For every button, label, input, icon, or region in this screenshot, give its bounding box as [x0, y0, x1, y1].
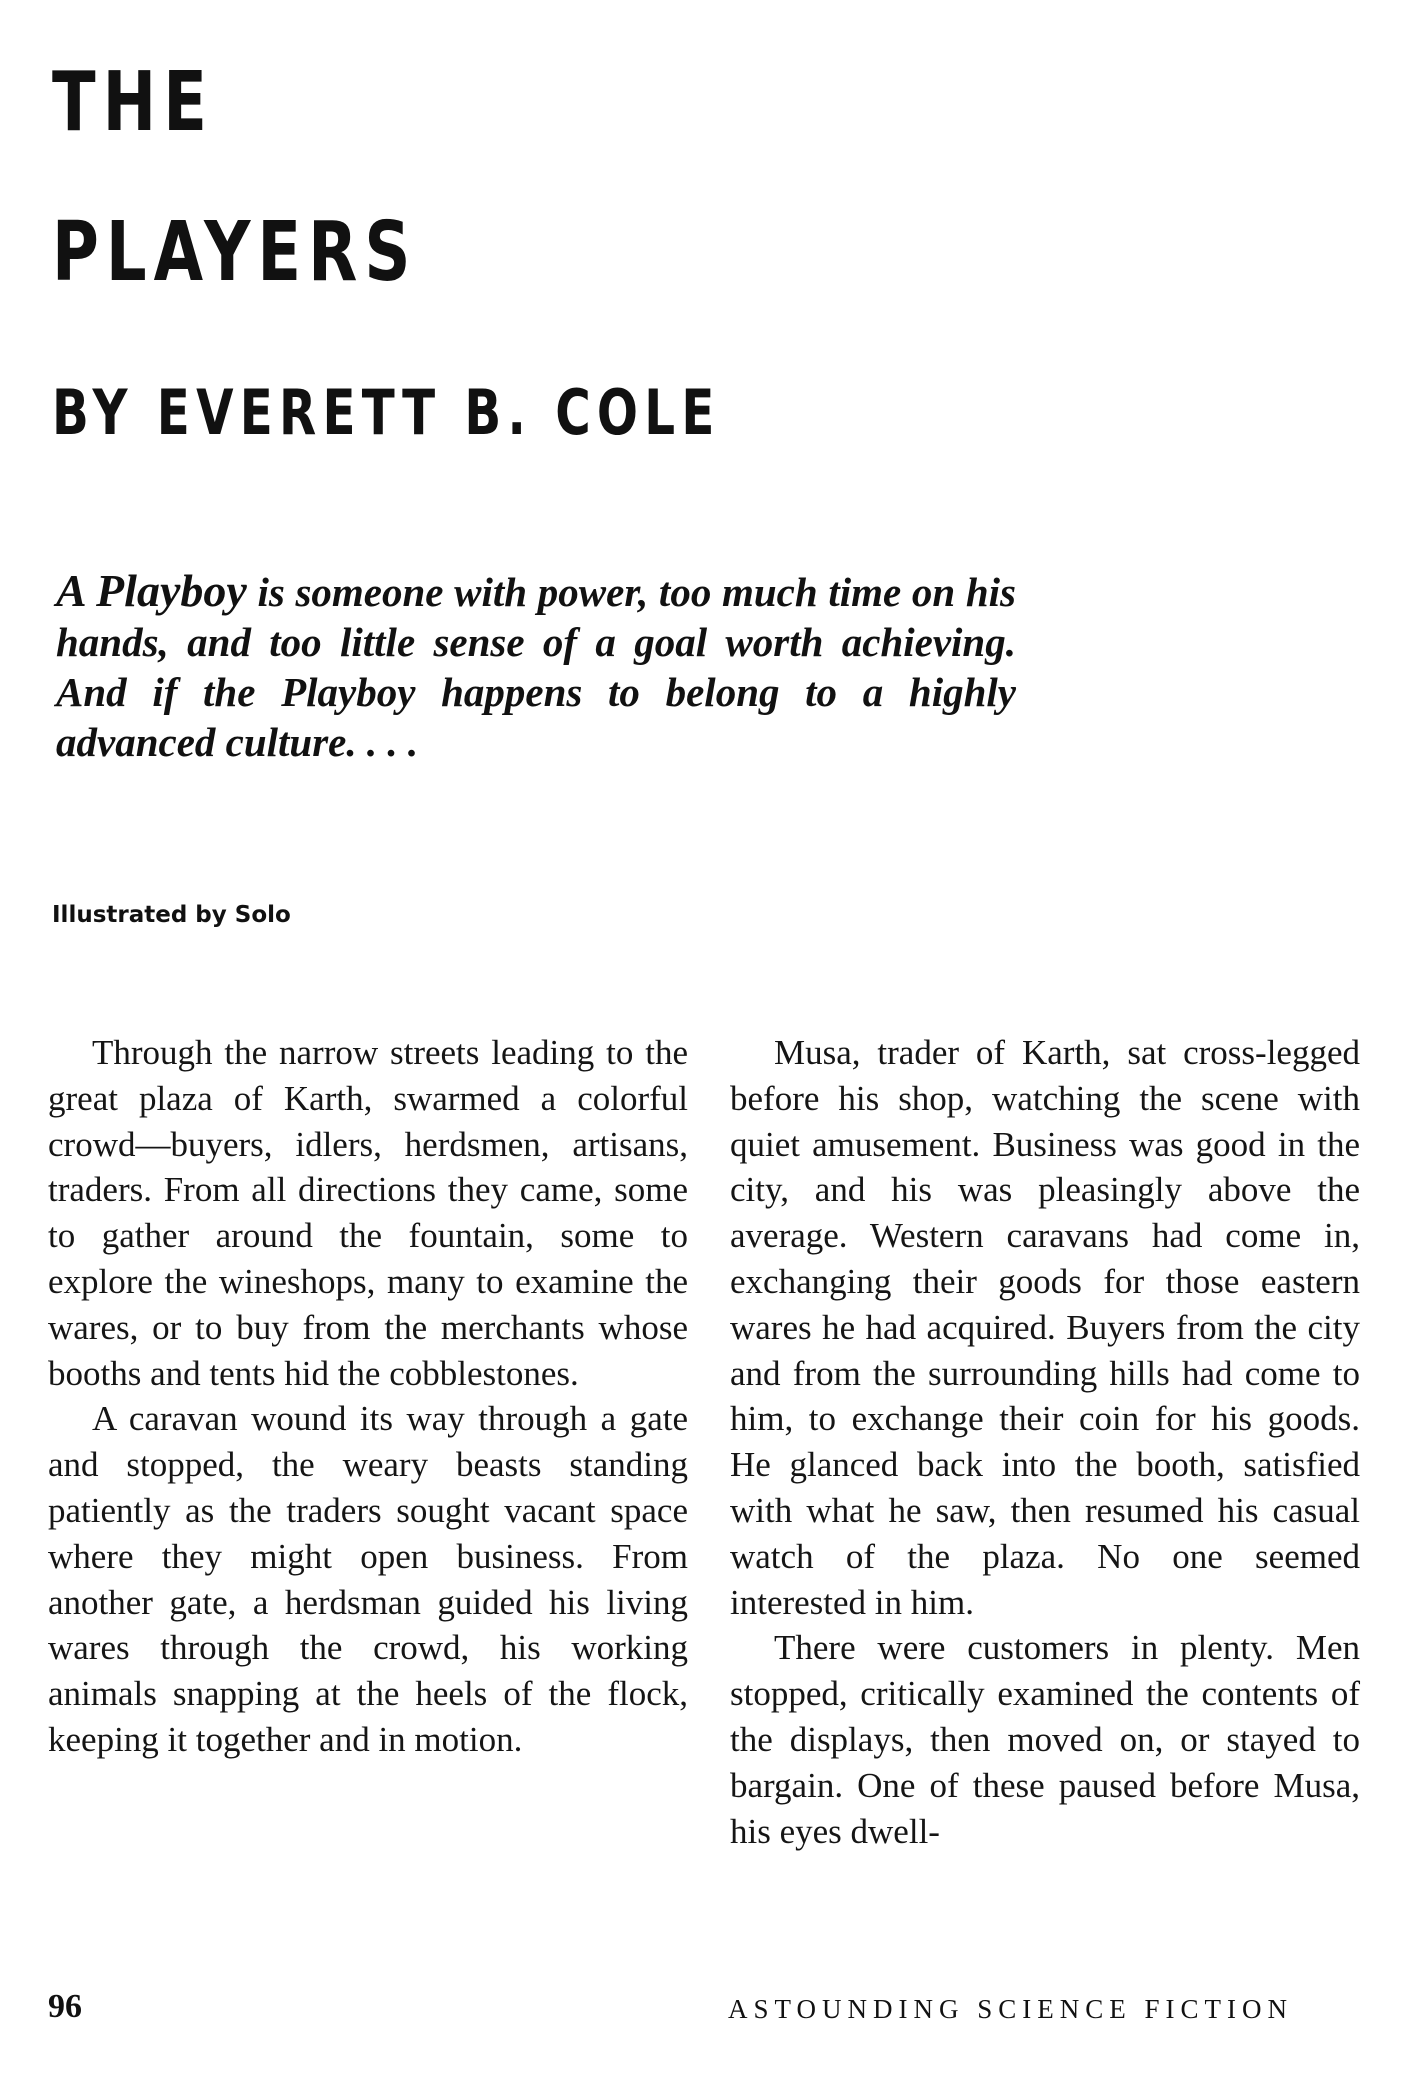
- illustrator-credit: Illustrated by Solo: [52, 902, 291, 928]
- story-title-line-2: PLAYERS: [52, 205, 418, 300]
- body-column-left: [48, 1030, 688, 1763]
- body-paragraph: There were customers in plenty. Men stopped, critically examined the contents of the displays, then moved on, or stayed to bargain. One of these paused before Musa, his eyes dwell-: [730, 1628, 1360, 1851]
- author-byline: BY EVERETT B. COLE: [52, 376, 721, 449]
- story-blurb: [56, 566, 1016, 767]
- body-paragraph: A caravan wound its way through a gate and stopped, the weary beasts standing patiently as the traders sought vacant space where they might open business. From another gate, a herdsman guided his living wares through the crowd, his working animals snapping at the heels of the flock, keeping it together and in motion.: [48, 1399, 688, 1759]
- page-number: 96: [48, 1988, 82, 2025]
- body-column-right: [730, 1030, 1360, 1854]
- story-title-line-1: THE: [52, 55, 214, 150]
- body-paragraph: Musa, trader of Karth, sat cross-legged before his shop, watching the scene with quiet amusement. Business was good in the city, and his was pleasingly above the average. Western caravans had come in, exchanging their goods for those eastern wares he had acquired. Buyers from the city and from the surrounding hills had come to him, to exchange their coin for his goods. He glanced back into the booth, satisfied with what he saw, then resumed his casual watch of the plaza. No one seemed interested in him.: [730, 1033, 1360, 1622]
- body-paragraph: Through the narrow streets leading to the great plaza of Karth, swarmed a colorful crowd—buyers, idlers, herdsmen, artisans, traders. From all directions they came, some to gather around the fountain, some to explore the wineshops, many to examine the wares, or to buy from the merchants whose booths and tents hid the cobblestones.: [48, 1033, 688, 1393]
- publication-footer: ASTOUNDING SCIENCE FICTION: [728, 1994, 1294, 2024]
- blurb-lead: A Playboy: [56, 565, 247, 616]
- blurb-text: is someone with power, too much time on his hands, and too little sense of a goal worth achieving. And if the Playboy happens to belong to a highly advanced culture. . . .: [56, 569, 1017, 765]
